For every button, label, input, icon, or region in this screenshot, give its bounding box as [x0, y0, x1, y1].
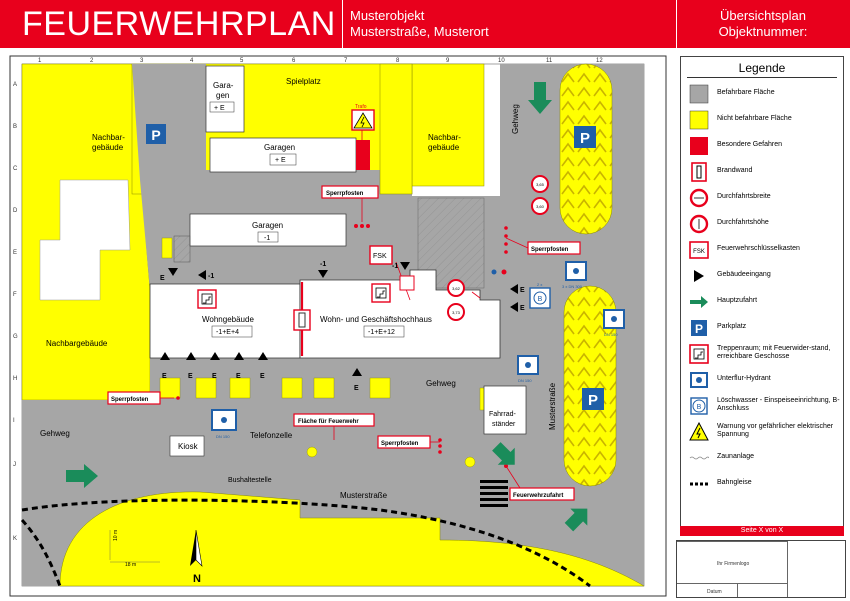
- label-spielplatz: Spielplatz: [286, 77, 321, 86]
- legend-item: [689, 343, 841, 365]
- warning-sign-icon: [689, 422, 709, 442]
- title-block: [676, 540, 846, 598]
- entrance-label: E: [354, 385, 359, 392]
- legend-item: [689, 395, 841, 417]
- title-block-rule: [787, 541, 788, 597]
- legend-item: [689, 109, 841, 131]
- legend-item: [689, 161, 841, 183]
- label-wohngebaeude: Wohngebäude: [202, 315, 254, 324]
- hydrant-icon: [212, 410, 236, 430]
- stair-icon: [372, 284, 390, 302]
- entrance-label: E: [188, 373, 193, 380]
- neighbor-area-right: [412, 64, 484, 186]
- label-hochhaus: Wohn- und Geschäftshochhaus: [320, 315, 432, 324]
- legend-label: Treppenraum; mit Feuerwider-stand, erreichbare Geschosse: [717, 345, 831, 360]
- water-supply-dn: 3 x DN 300: [562, 284, 583, 289]
- legend-item: [689, 213, 841, 235]
- legend-label: Löschwasser - Einspeiseeinrichtung, B-Anschluss: [717, 397, 840, 412]
- width-sign-icon: [689, 188, 709, 208]
- grid-label: 4: [190, 58, 194, 64]
- hydrant-icon: [518, 356, 538, 374]
- label-wohngebaeude-level: -1+E+4: [216, 329, 239, 336]
- label-neighbor-right: gebäude: [428, 143, 460, 152]
- hydrant-dn: DN 150: [604, 332, 618, 337]
- legend-label: Unterflur-Hydrant: [717, 375, 771, 382]
- entrance-label: E: [236, 373, 241, 380]
- grid-label: 11: [546, 58, 553, 64]
- planter: [196, 378, 216, 398]
- svg-text:FSK: FSK: [693, 249, 705, 255]
- grid-label: D: [13, 208, 18, 214]
- entrance-label: E: [260, 373, 265, 380]
- label-neighbor-right: Nachbar-: [428, 133, 461, 142]
- object-name: Musterobjekt: [350, 8, 425, 23]
- grid-label: C: [13, 166, 18, 172]
- legend-label: Hauptzufahrt: [717, 297, 758, 304]
- label-sperrpfosten: Sperrpfosten: [111, 397, 149, 403]
- grid-label: H: [13, 376, 18, 382]
- grey-square-icon: [689, 84, 709, 104]
- grid-label: I: [13, 418, 15, 424]
- label-musterstrasse-h: Musterstraße: [340, 491, 388, 500]
- legend-divider: [687, 77, 837, 78]
- parking-strip-top: [560, 64, 612, 234]
- label-sperrpfosten: Sperrpfosten: [531, 247, 569, 253]
- rail-line-icon: [689, 474, 709, 494]
- parking-sign-icon: [689, 318, 709, 338]
- label-telefonzelle: Telefonzelle: [250, 431, 293, 440]
- label-fahrrad: Fahrrad-: [489, 411, 516, 418]
- label-garagen-low-level: -1: [264, 235, 271, 242]
- grid-label: E: [13, 250, 18, 256]
- object-address: Musterstraße, Musterort: [350, 24, 489, 39]
- legend-label: Befahrbare Fläche: [717, 89, 775, 96]
- title-block-rule: [677, 583, 787, 584]
- warning-icon: [352, 110, 374, 130]
- entrance-label: E: [160, 275, 165, 282]
- legend-label: Brandwand: [717, 167, 753, 174]
- label-sperrpfosten: Sperrpfosten: [326, 191, 364, 197]
- label-kiosk: Kiosk: [178, 442, 198, 451]
- site-map: [0, 52, 676, 601]
- grid-label: F: [13, 292, 17, 298]
- planter: [314, 378, 334, 398]
- date-field: Datum: [707, 589, 722, 595]
- tree: [465, 457, 475, 467]
- entrance-triangle-icon: [689, 266, 709, 286]
- yellow-square-icon: [689, 110, 709, 130]
- transformer-hazard: [356, 140, 370, 170]
- fire-wall-icon: [689, 162, 709, 182]
- tree: [307, 447, 317, 457]
- grid-label: A: [13, 82, 18, 88]
- red-square-icon: [689, 136, 709, 156]
- grid-label: J: [13, 462, 16, 468]
- entrance-label: E: [520, 287, 525, 294]
- legend-item: [689, 317, 841, 339]
- label-neighbor-left: gebäude: [92, 143, 124, 152]
- planter: [160, 378, 180, 398]
- stair-icon: [400, 276, 414, 290]
- neighbor-building-right-strip: [380, 64, 412, 194]
- fsk-label: FSK: [373, 253, 387, 260]
- planter: [230, 378, 250, 398]
- grid-label: 12: [596, 58, 603, 64]
- width-value: 3,60: [536, 204, 544, 209]
- hydrant-dn: DN 150: [216, 434, 230, 439]
- hydrant-icon: [566, 262, 586, 280]
- hydrant-sign-icon: [689, 370, 709, 390]
- title-block-rule: [677, 541, 787, 542]
- grid-label: G: [13, 334, 18, 340]
- label-hochhaus-level: -1+E+12: [368, 329, 395, 336]
- water-supply-dn: 2 x: [537, 282, 543, 287]
- parking-icon: P: [587, 392, 599, 409]
- legend-item: [689, 421, 841, 443]
- label-neighbor-left: Nachbar-: [92, 133, 125, 142]
- legend-label: Gebäudeeingang: [717, 271, 771, 278]
- water-supply-icon: [530, 288, 550, 308]
- hydrant-dn: DN 150: [518, 378, 532, 383]
- label-gehweg-main: Gehweg: [426, 379, 456, 388]
- label-garagen-small: gen: [216, 91, 230, 100]
- entrance-label: E: [162, 373, 167, 380]
- legend-item: [689, 369, 841, 391]
- legend-item: [689, 447, 841, 469]
- label-bushaltestelle: Bushaltestelle: [228, 477, 272, 484]
- grid-label: 9: [446, 58, 450, 64]
- planter: [162, 238, 172, 258]
- label-garagen-mid-level: + E: [275, 157, 286, 164]
- legend-item: [689, 291, 841, 313]
- floor-label: -1: [392, 263, 399, 270]
- label-musterstrasse-v: Musterstraße: [548, 382, 557, 430]
- legend-item: [689, 239, 841, 261]
- stair-icon: [198, 290, 216, 308]
- planter: [370, 378, 390, 398]
- height-value: 3,73: [452, 310, 460, 315]
- legend-panel: [680, 56, 844, 536]
- legend-item: [689, 265, 841, 287]
- label-garagen-small: Gara-: [213, 81, 234, 90]
- grid-label: 10: [498, 58, 505, 64]
- header-divider: [342, 0, 343, 48]
- grid-label: 1: [38, 58, 42, 64]
- stair-sign-icon: [689, 344, 709, 364]
- grid-label: 5: [240, 58, 244, 64]
- entrance-label: E: [212, 373, 217, 380]
- grid-label: K: [13, 536, 18, 542]
- svg-text:P: P: [694, 322, 704, 336]
- stairs: [174, 236, 190, 262]
- label-fahrrad: ständer: [492, 421, 516, 428]
- legend-item: [689, 83, 841, 105]
- floor-label: -1: [208, 273, 215, 280]
- label-neighbor-big: Nachbargebäude: [46, 339, 108, 348]
- marker-dot: [502, 270, 507, 275]
- company-logo-placeholder: Ihr Firmenlogo: [717, 561, 750, 567]
- grid-label: 7: [344, 58, 348, 64]
- grid-label: B: [13, 124, 18, 130]
- parking-icon: P: [151, 127, 161, 143]
- legend-label: Bahngleise: [717, 479, 752, 486]
- object-number: Objektnummer:: [718, 24, 808, 39]
- page-indicator: Seite X von X: [680, 526, 844, 536]
- legend-item: [689, 187, 841, 209]
- fsk-box-icon: [689, 240, 709, 260]
- header-bar: [0, 0, 850, 48]
- legend-item: [689, 135, 841, 157]
- label-gehweg-vertical: Gehweg: [511, 104, 520, 134]
- label-gehweg-left: Gehweg: [40, 429, 70, 438]
- legend-label: Warnung vor gefährlicher elektrischer Spannung: [717, 423, 834, 438]
- label-garagen-mid: Garagen: [264, 143, 296, 152]
- label-trafo: Trafo: [355, 104, 367, 110]
- legend-label: Parkplatz: [717, 323, 747, 330]
- entrance-label: E: [520, 305, 525, 312]
- water-sign-icon: [689, 396, 709, 416]
- grid-label: 6: [292, 58, 296, 64]
- floor-label: -1: [320, 261, 327, 268]
- dimension-label: 18 m: [125, 562, 137, 568]
- water-supply-icon: B: [537, 296, 543, 303]
- hydrant-icon: [604, 310, 624, 328]
- legend-label: Feuerwehrschlüsselkasten: [717, 245, 800, 252]
- fence-line-icon: [689, 448, 709, 468]
- water-supply-point: [492, 270, 497, 275]
- height-sign-icon: [689, 214, 709, 234]
- label-feuerwehrzufahrt: Feuerwehrzufahrt: [513, 493, 564, 499]
- svg-text:B: B: [696, 404, 702, 411]
- fsk-icon: [370, 246, 392, 264]
- label-garagen-low: Garagen: [252, 221, 284, 230]
- fire-wall-icon: [299, 313, 305, 327]
- grid-label: 3: [140, 58, 144, 64]
- legend-item: [689, 473, 841, 495]
- plan-title: FEUERWEHRPLAN: [22, 5, 336, 43]
- parking-icon: P: [579, 130, 591, 147]
- height-value: 3,62: [452, 286, 460, 291]
- width-value: 3,65: [536, 182, 544, 187]
- legend-title: Legende: [738, 61, 786, 75]
- legend-label: Besondere Gefahren: [717, 141, 782, 148]
- plan-type: Übersichtsplan: [720, 8, 806, 23]
- planter: [282, 378, 302, 398]
- title-block-rule: [737, 583, 738, 597]
- north-label: N: [193, 573, 201, 585]
- legend-label: Nicht befahrbare Fläche: [717, 115, 792, 122]
- grid-label: 2: [90, 58, 94, 64]
- label-flaeche-feuerwehr: Fläche für Feuerwehr: [298, 419, 359, 425]
- grid-label: 8: [396, 58, 400, 64]
- legend-label: Durchfahrtshöhe: [717, 219, 769, 226]
- green-arrow-icon: [689, 292, 709, 312]
- dimension-label: 10 m: [113, 529, 119, 541]
- label-sperrpfosten: Sperrpfosten: [381, 441, 419, 447]
- label-garagen-small-level: + E: [214, 105, 225, 112]
- legend-label: Zaunanlage: [717, 453, 754, 460]
- legend-label: Durchfahrtsbreite: [717, 193, 771, 200]
